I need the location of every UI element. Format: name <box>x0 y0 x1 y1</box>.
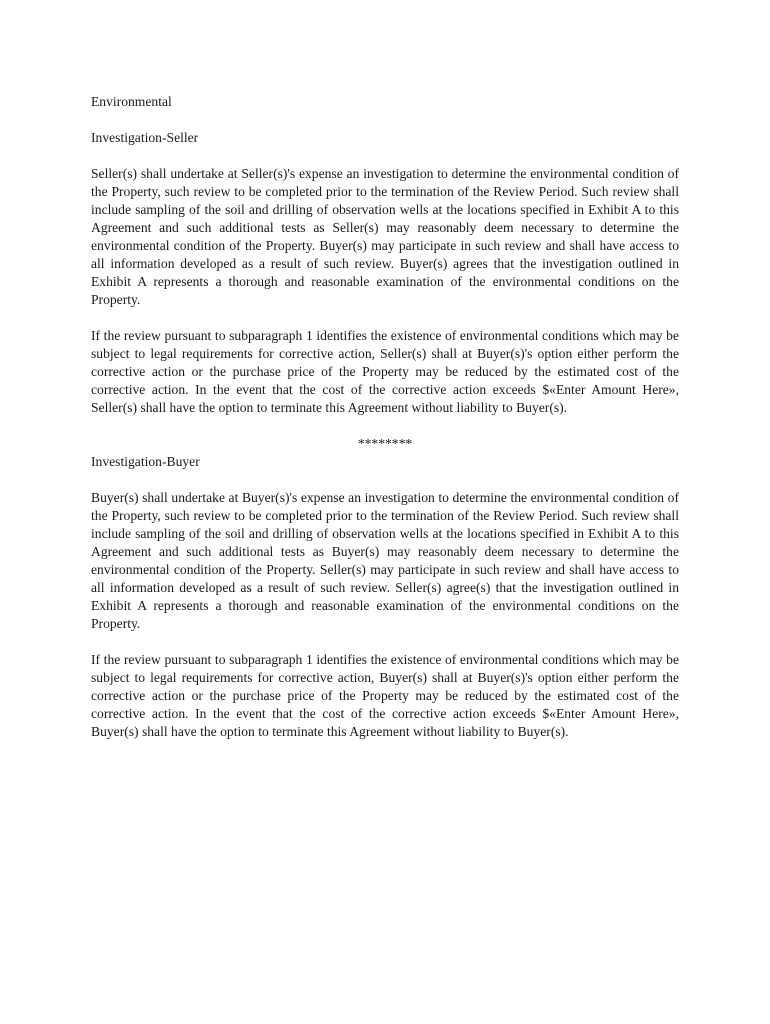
seller-heading: Investigation-Seller <box>91 130 199 145</box>
seller-paragraph-2: If the review pursuant to subparagraph 1 identifies the existence of environmental conditions which may be subject to legal requirements for corrective action, Seller(s) shall at Buyer(s)'s option either perform the corrective action or the purchase price of the Property may be reduced by the estimated cost of the corrective action. In the event that the cost of the corrective action exceeds $«Enter Amount Here», Seller(s) shall have the option to terminate this Agreement without liability to Buyer(s). <box>91 328 679 415</box>
blank-line <box>91 147 679 165</box>
section-separator: ******** <box>357 436 413 451</box>
document-page <box>91 93 679 741</box>
blank-line <box>91 471 679 489</box>
buyer-paragraph-2: If the review pursuant to subparagraph 1 identifies the existence of environmental conditions which may be subject to legal requirements for corrective action, Buyer(s) shall at Buyer(s)'s option either perform the corrective action or the purchase price of the Property may be reduced by the estimated cost of the corrective action. In the event that the cost of the corrective action exceeds $«Enter Amount Here», Buyer(s) shall have the option to terminate this Agreement without liability to Buyer(s). <box>91 652 679 739</box>
buyer-paragraph-1: Buyer(s) shall undertake at Buyer(s)'s expense an investigation to determine the environmental condition of the Property, such review to be completed prior to the termination of the Review Period. Such review shall include sampling of the soil and drilling of observation wells at the locations specified in Exhibit A to this Agreement and such additional tests as Buyer(s) may reasonably deem necessary to determine the environmental condition of the Property. Seller(s) may participate in such review and shall have access to all information developed as a result of such review. Seller(s) agree(s) that the investigation outlined in Exhibit A represents a thorough and reasonable examination of the environmental conditions on the Property. <box>91 490 679 631</box>
buyer-heading: Investigation-Buyer <box>91 454 200 469</box>
blank-line <box>91 309 679 327</box>
blank-line <box>91 633 679 651</box>
seller-paragraph-1: Seller(s) shall undertake at Seller(s)'s expense an investigation to determine the environmental condition of the Property, such review to be completed prior to the termination of the Review Period. Such review shall include sampling of the soil and drilling of observation wells at the locations specified in Exhibit A to this Agreement and such additional tests as Seller(s) may reasonably deem necessary to determine the environmental condition of the Property. Buyer(s) may participate in such review and shall have access to all information developed as a result of such review. Buyer(s) agrees that the investigation outlined in Exhibit A represents a thorough and reasonable examination of the environmental conditions on the Property. <box>91 166 679 307</box>
section-title: Environmental <box>91 94 172 109</box>
blank-line <box>91 417 679 435</box>
blank-line <box>91 111 679 129</box>
